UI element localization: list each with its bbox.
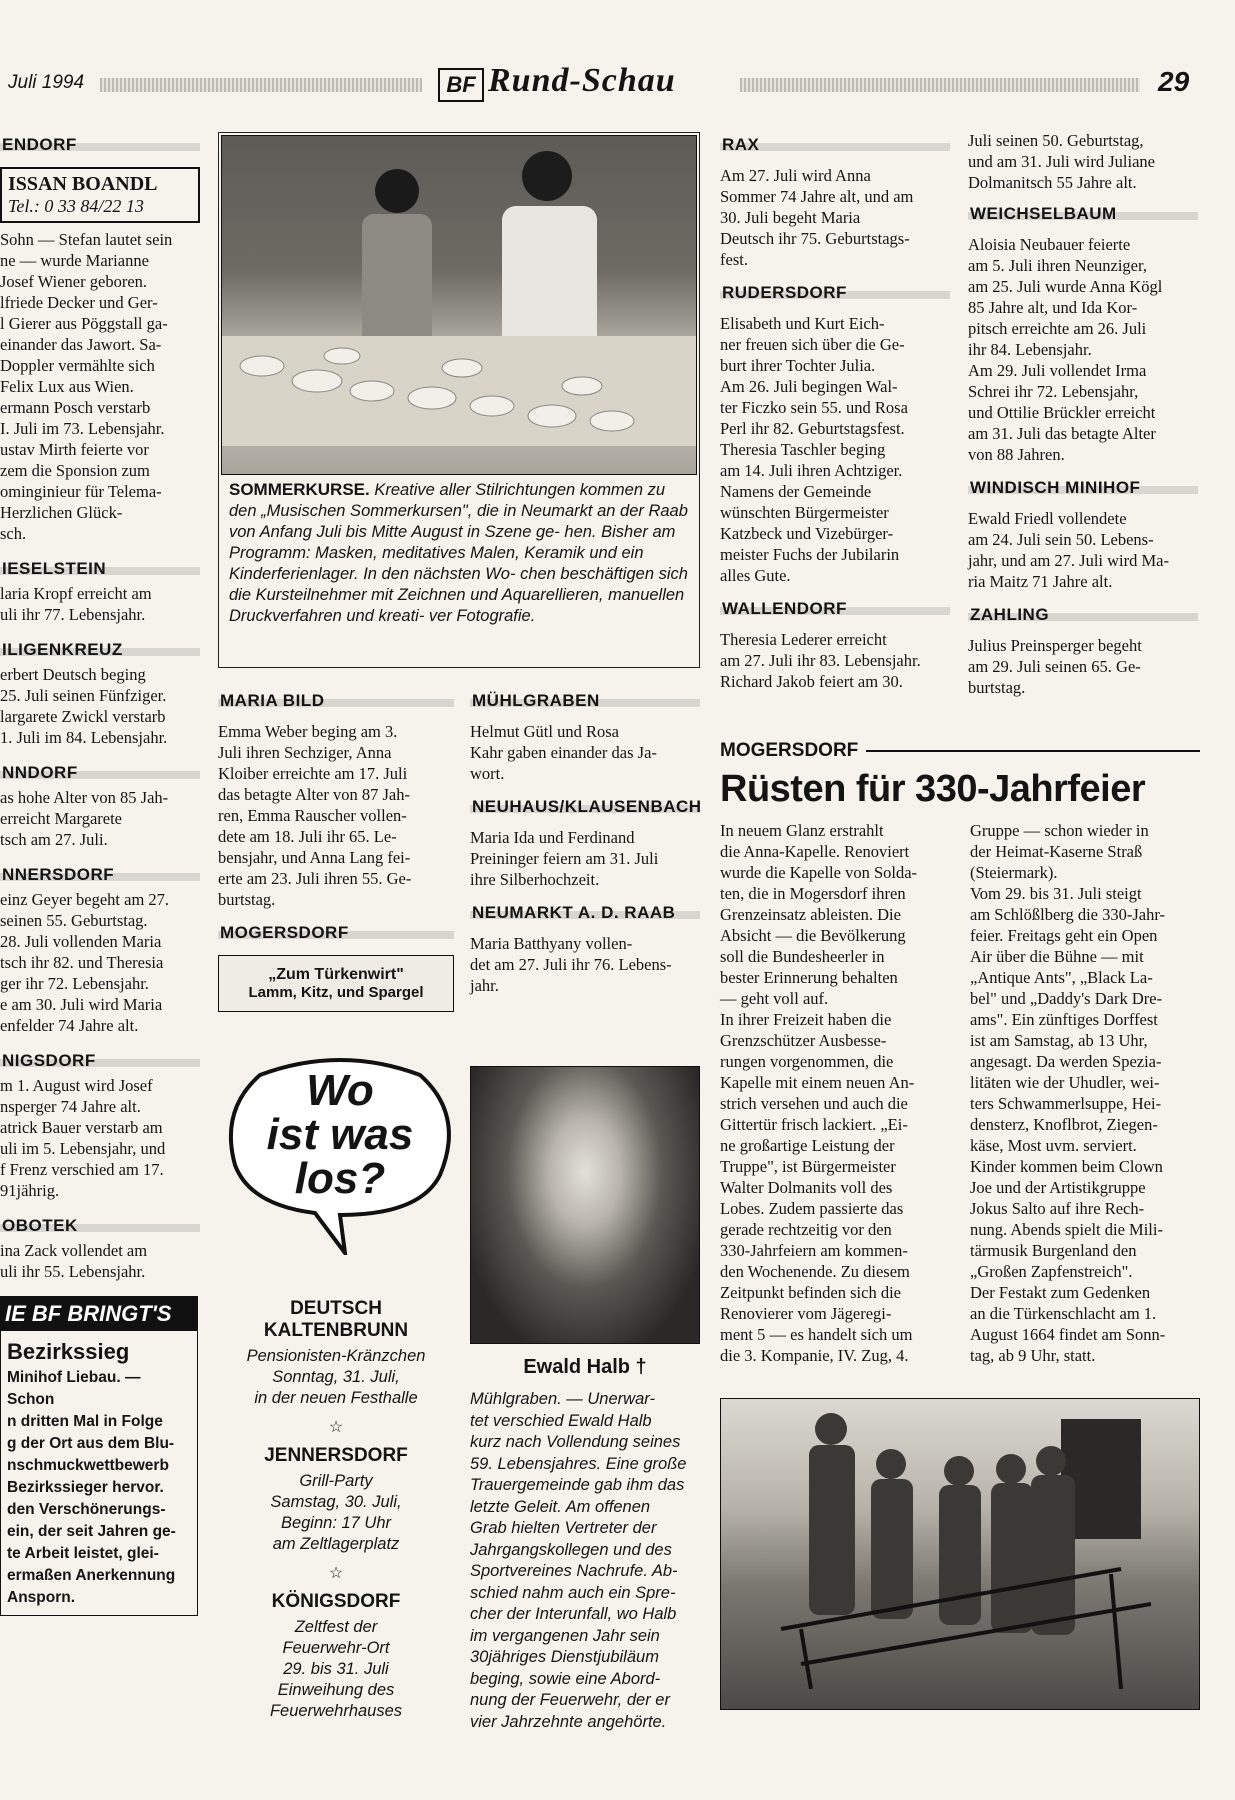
text-line: — geht voll auf. <box>720 989 829 1008</box>
section-head: WALLENDORF <box>720 596 950 623</box>
text-line: den Verschönerungs- <box>7 1501 166 1518</box>
event-place: DEUTSCH KALTENBRUNN <box>263 1298 409 1341</box>
text-line: ams". Ein zünftiges Dorffest <box>970 1010 1158 1029</box>
text-line: erte am 23. Juli ihren 55. Ge- <box>218 869 412 888</box>
column-3 <box>470 688 700 996</box>
text-line: te Arbeit leistet, glei- <box>7 1545 159 1562</box>
text-line: Gruppe — schon wieder in <box>970 821 1149 840</box>
text-line: Grenzschützer Ausbesse- <box>720 1031 887 1050</box>
text-line: burtstag. <box>968 678 1026 697</box>
text-line: g der Ort aus dem Blu- <box>7 1435 175 1452</box>
text-line: käse, Most uvm. serviert. <box>970 1136 1137 1155</box>
text-line: Richard Jakob feiert am 30. <box>720 672 903 691</box>
text-line: ne großartige Leistung der <box>720 1136 895 1155</box>
soldiers-illustration <box>721 1399 1199 1709</box>
text-line: Minihof Liebau. — Schon <box>7 1369 141 1408</box>
text-line: und am 31. Juli wird Juliane <box>968 152 1155 171</box>
text-line: ria Maitz 71 Jahre alt. <box>968 572 1113 591</box>
text-line: vier Jahrzehnte angehörte. <box>470 1712 667 1731</box>
text-line: Theresia Taschler beging <box>720 440 886 459</box>
text-line: Zeitpunkt befinden sich die <box>720 1283 901 1302</box>
column-1 <box>0 132 200 1616</box>
text-line: am 24. Juli sein 50. Lebens- <box>968 530 1154 549</box>
header-date: Juli 1994 <box>8 72 85 93</box>
text-line: einander das Jawort. Sa- <box>0 335 162 354</box>
text-line: Josef Wiener geboren. <box>0 272 148 291</box>
bf-bringts-box <box>0 1296 198 1616</box>
section-head: WINDISCH MINIHOF <box>968 475 1198 502</box>
text-line: Julius Preinsperger begeht <box>968 636 1142 655</box>
text-line: ina Zack vollendet am <box>0 1241 148 1260</box>
text-block <box>470 827 700 890</box>
feature-kicker: MOGERSDORF <box>720 740 859 761</box>
text-line: „Großen Zapfenstreich". <box>970 1262 1133 1281</box>
text-line: im vergangenen Jahr sein <box>470 1626 660 1645</box>
section-head: IESELSTEIN <box>0 556 200 583</box>
section-head: MARIA BILD <box>218 688 454 715</box>
feature-columns <box>720 820 1200 1366</box>
text-line: In ihrer Freizeit haben die <box>720 1010 892 1029</box>
text-line: laria Kropf erreicht am <box>0 584 152 603</box>
text-line: Maria Ida und Ferdinand <box>470 828 635 847</box>
event-line: am Zeltlagerplatz <box>272 1535 400 1553</box>
section-head: NEUHAUS/KLAUSENBACH <box>470 794 700 821</box>
text-line: Herzlichen Glück- <box>0 503 123 522</box>
event-line: Pensionisten-Kränzchen <box>246 1347 426 1365</box>
event-line: in der neuen Festhalle <box>254 1389 418 1407</box>
text-block <box>968 130 1198 193</box>
text-line: wort. <box>470 764 505 783</box>
text-line: cher der Interunfall, wo Halb <box>470 1605 677 1623</box>
event-line: Grill-Party <box>299 1472 373 1490</box>
text-block <box>720 629 950 692</box>
text-line: einz Geyer begeht am 27. <box>0 890 170 909</box>
text-line: kurz nach Vollendung seines <box>470 1433 681 1451</box>
header-logo: BF <box>438 68 484 102</box>
text-line: erreicht Margarete <box>0 809 122 828</box>
speech-bubble <box>220 1055 460 1255</box>
text-block <box>0 229 200 544</box>
text-line: Ansporn. <box>7 1589 76 1606</box>
text-line: wünschten Bürgermeister <box>720 503 889 522</box>
text-line: as hohe Alter von 85 Jah- <box>0 788 169 807</box>
header-title: Rund-Schau <box>488 62 676 99</box>
text-line: n dritten Mal in Folge <box>7 1413 163 1430</box>
text-line: den Wochenende. Zu diesem <box>720 1262 910 1281</box>
bubble-line-1: Wo <box>306 1066 374 1115</box>
section-head: NEUMARKT A. D. RAAB <box>470 900 700 927</box>
feature-col-right <box>970 820 1200 1366</box>
caption-line: Keramik und ein Kinderferienlager. In den nächsten Wo- <box>229 544 644 583</box>
text-line: an die Türkenschlacht am 1. <box>970 1304 1157 1323</box>
text-line: jahr, und am 27. Juli wird Ma- <box>968 551 1169 570</box>
text-line: densterz, Knoflbrot, Ziegen- <box>970 1115 1158 1134</box>
text-line: am 29. Juli seinen 65. Ge- <box>968 657 1141 676</box>
text-line: tsch ihr 82. und Theresia <box>0 953 164 972</box>
text-line: ermaßen Anerkennung <box>7 1567 176 1584</box>
section-head: NIGSDORF <box>0 1048 200 1075</box>
text-line: Bezirkssieger hervor. <box>7 1479 164 1496</box>
text-line: Kloiber erreichte am 17. Juli <box>218 764 408 783</box>
caption-text <box>229 481 688 625</box>
text-line: Air über die Bühne — mit <box>970 947 1144 966</box>
text-line: 30. Juli begeht Maria <box>720 208 861 227</box>
text-block <box>1 1367 197 1615</box>
section-head: ZAHLING <box>968 602 1198 629</box>
box-title: Bezirkssieg <box>7 1339 130 1364</box>
column-maria-bild <box>218 688 454 1020</box>
text-line: Elisabeth und Kurt Eich- <box>720 314 885 333</box>
text-line: tet verschied Ewald Halb <box>470 1411 652 1430</box>
section-head: ENDORF <box>0 132 200 159</box>
text-line: und Ottilie Brückler erreicht <box>968 403 1156 422</box>
text-line: 330-Jahrfeiern am kommen- <box>720 1241 908 1260</box>
text-line: Am 27. Juli wird Anna <box>720 166 871 185</box>
text-line: am Schlößlberg die 330-Jahr- <box>970 905 1166 924</box>
text-line: Deutsch ihr 75. Geburtstags- <box>720 229 910 248</box>
section-head: NNERSDORF <box>0 862 200 889</box>
text-line: soll die Bundesheerler in <box>720 947 885 966</box>
text-block <box>0 583 200 625</box>
text-line: Preininger feiern am 31. Juli <box>470 849 659 868</box>
text-line: Kapelle mit einem neuen An- <box>720 1073 915 1092</box>
text-line: 91jährig. <box>0 1181 60 1200</box>
text-line: strich versehen und auch die <box>720 1094 908 1113</box>
text-line: dete am 18. Juli ihr 65. Le- <box>218 827 397 846</box>
text-block <box>968 234 1198 465</box>
text-line: Grab hielten Vertreter der <box>470 1519 657 1537</box>
text-line: Maria Batthyany vollen- <box>470 934 633 953</box>
text-line: Sportvereines Nachrufe. Ab- <box>470 1562 678 1580</box>
text-line: Juli seinen 50. Geburtstag, <box>968 131 1144 150</box>
text-line: fest. <box>720 250 748 269</box>
obit-name: Ewald Halb † <box>523 1356 647 1378</box>
text-block <box>968 508 1198 592</box>
ad-box <box>0 167 200 223</box>
event-place: JENNERSDORF <box>264 1445 408 1466</box>
text-line: rungen vorgenommen, die <box>720 1052 894 1071</box>
text-line: uli ihr 55. Lebensjahr. <box>0 1262 146 1281</box>
text-line: von 88 Jahren. <box>968 445 1065 464</box>
text-line: uli ihr 77. Lebensjahr. <box>0 605 146 624</box>
text-line: nung. Abends spielt die Mili- <box>970 1220 1163 1239</box>
feature-kicker-row <box>720 740 1200 762</box>
text-block <box>968 635 1198 698</box>
text-line: letzte Geleit. Am offenen <box>470 1497 651 1516</box>
text-line: Aloisia Neubauer feierte <box>968 235 1131 254</box>
obituary <box>470 1356 700 1733</box>
text-line: 28. Juli vollenden Maria <box>0 932 162 951</box>
text-line: 30jähriges Dienstjubiläum <box>470 1648 659 1666</box>
text-line: Trauergemeinde gab ihm das <box>470 1476 685 1494</box>
text-block <box>0 1075 200 1201</box>
page-number: 29 <box>1158 66 1190 97</box>
text-line: 1. Juli im 84. Lebensjahr. <box>0 728 168 747</box>
event-line: Samstag, 30. Juli, <box>270 1493 402 1511</box>
text-line: tärmusik Burgenland den <box>970 1241 1137 1260</box>
text-line: Dolmanitsch 55 Jahre alt. <box>968 173 1137 192</box>
text-block <box>0 1240 200 1282</box>
text-line: 25. Juli seinen Fünfziger. <box>0 686 167 705</box>
text-line: Kahr gaben einander das Ja- <box>470 743 657 762</box>
text-line: schied nahm auch ein Spre- <box>470 1583 676 1602</box>
text-line: nschmuckwettbewerb <box>7 1457 169 1474</box>
text-line: zem die Sponsion zum <box>0 461 150 480</box>
text-block <box>470 721 700 784</box>
text-line: ren, Emma Rauscher vollen- <box>218 806 407 825</box>
text-line: m 1. August wird Josef <box>0 1076 153 1095</box>
text-line: ominginieur für Telema- <box>0 482 162 501</box>
event-place: KÖNIGSDORF <box>271 1591 401 1612</box>
text-block <box>218 721 454 910</box>
text-line: am 14. Juli ihren Achtziger. <box>720 461 903 480</box>
text-line: I. Juli im 73. Lebensjahr. <box>0 419 165 438</box>
text-line: Sommer 74 Jahre alt, und am <box>720 187 914 206</box>
text-line: Walter Dolmanits voll des <box>720 1178 893 1197</box>
text-line: l Gierer aus Pöggstall ga- <box>0 314 168 333</box>
text-line: burt ihrer Tochter Julia. <box>720 356 876 375</box>
text-line: Joe und der Artistikgruppe <box>970 1178 1146 1197</box>
text-line: meister Fuchs der Jubilarin <box>720 545 900 564</box>
photo-caption <box>229 479 693 627</box>
photo-frame <box>218 132 700 668</box>
text-line: ustav Mirth feierte vor <box>0 440 149 459</box>
text-line: Mühlgraben. — Unerwar- <box>470 1390 655 1408</box>
text-line: largarete Zwickl verstarb <box>0 707 166 726</box>
portrait-photo <box>470 1066 700 1344</box>
text-line: Am 26. Juli begingen Wal- <box>720 377 898 396</box>
text-line: beging, sowie eine Abord- <box>470 1669 661 1688</box>
event-line: 29. bis 31. Juli <box>283 1660 389 1678</box>
text-line: ger ihr 72. Lebensjahr. <box>0 974 149 993</box>
text-block <box>0 664 200 748</box>
text-line: lfriede Decker und Ger- <box>0 293 158 312</box>
text-line: ten, die in Mogersdorf ihren <box>720 884 906 903</box>
caption-line: und Aquarellieren, manuellen Druckverfahren und kreati- <box>229 586 685 625</box>
bubble-line-3: los? <box>294 1154 386 1203</box>
event-line: Sonntag, 31. Juli, <box>272 1368 400 1386</box>
text-line: det am 27. Juli ihr 76. Lebens- <box>470 955 672 974</box>
text-line: ne — wurde Marianne <box>0 251 149 270</box>
text-line: ters Schwammerlsuppe, Hei- <box>970 1094 1162 1113</box>
text-line: die Anna-Kapelle. Renoviert <box>720 842 910 861</box>
text-line: jahr. <box>470 976 499 995</box>
text-block <box>0 889 200 1036</box>
text-line: der Heimat-Kaserne Straß <box>970 842 1143 861</box>
text-line: bensjahr, und Anna Lang fei- <box>218 848 411 867</box>
text-line: tsch am 27. Juli. <box>0 830 108 849</box>
text-line: Namens der Gemeinde <box>720 482 872 501</box>
text-line: uli im 5. Lebensjahr, und <box>0 1139 166 1158</box>
text-line: Absicht — die Bevölkerung <box>720 926 906 945</box>
text-line: Juli ihren Sechziger, Anna <box>218 743 392 762</box>
text-line: e am 30. Juli wird Maria <box>0 995 163 1014</box>
text-line: am 31. Juli das betagte Alter <box>968 424 1156 443</box>
event-line: Feuerwehr-Ort <box>282 1639 390 1657</box>
caption-line: zu den „Musischen Sommerkursen", die in Neumarkt an <box>229 481 666 520</box>
text-line: ter Ficzko sein 55. und Rosa <box>720 398 908 417</box>
text-line: „Antique Ants", „Black La- <box>970 968 1153 987</box>
bubble-line-2: ist was <box>266 1110 414 1159</box>
ad-name: ISSAN BOANDL <box>8 173 158 195</box>
text-line: Doppler vermählte sich <box>0 356 155 375</box>
text-line: Gittertür frisch lackiert. „Ei- <box>720 1115 908 1134</box>
text-line: die 3. Kompanie, IV. Zug, 4. <box>720 1346 909 1365</box>
text-line: Emma Weber beging am 3. <box>218 722 398 741</box>
text-line: f Frenz verschied am 17. <box>0 1160 164 1179</box>
text-line: Helmut Gütl und Rosa <box>470 722 619 741</box>
text-line: Sohn — Stefan lautet sein <box>0 230 173 249</box>
text-line: ist am Samstag, ab 13 Uhr, <box>970 1031 1148 1050</box>
section-head: NNDORF <box>0 760 200 787</box>
text-line: ermann Posch verstarb <box>0 398 151 417</box>
text-line: Vom 29. bis 31. Juli steigt <box>970 884 1142 903</box>
text-line: ihr 84. Lebensjahr. <box>968 340 1092 359</box>
text-line: Theresia Lederer erreicht <box>720 630 887 649</box>
text-line: Katzbeck und Vizebürger- <box>720 524 894 543</box>
header-rule-right <box>740 78 1140 92</box>
caption-line: hen. Bisher am Programm: Masken, meditatives Malen, <box>229 523 676 562</box>
event-line: Beginn: 17 Uhr <box>280 1514 392 1532</box>
text-line: In neuem Glanz erstrahlt <box>720 821 884 840</box>
caption-lead: SOMMERKURSE. <box>229 480 370 499</box>
text-line: Felix Lux aus Wien. <box>0 377 134 396</box>
text-line: bel" und „Daddy's Dark Dre- <box>970 989 1163 1008</box>
section-head: RUDERSDORF <box>720 280 950 307</box>
pottery-photo <box>221 135 697 475</box>
pottery-illustration <box>222 136 696 474</box>
ad-line-2: Lamm, Kitz, und Spargel <box>248 984 424 1001</box>
text-block <box>0 787 200 850</box>
column-4 <box>720 132 950 692</box>
text-line: Am 29. Juli vollendet Irma <box>968 361 1147 380</box>
text-line: Schrei ihr 72. Lebensjahr, <box>968 382 1139 401</box>
text-line: Jokus Salto auf ihre Rech- <box>970 1199 1145 1218</box>
text-line: pitsch erreichte am 26. Juli <box>968 319 1147 338</box>
text-line: Kinder kommen beim Clown <box>970 1157 1163 1176</box>
text-line: alles Gute. <box>720 566 791 585</box>
ad-tel: Tel.: 0 33 84/22 13 <box>8 196 144 216</box>
text-line: angesagt. Da werden Spezia- <box>970 1052 1162 1071</box>
text-line: am 27. Juli ihr 83. Lebensjahr. <box>720 651 921 670</box>
text-line: am 25. Juli wurde Anna Kögl <box>968 277 1163 296</box>
text-line: seinen 55. Geburtstag. <box>0 911 148 930</box>
column-5 <box>968 130 1198 698</box>
text-line: Grenzeinsatz ableisten. Die <box>720 905 901 924</box>
section-head: MOGERSDORF <box>218 920 454 947</box>
event-line: Feuerwehrhauses <box>269 1702 403 1720</box>
text-line: Renovierer vom Jägeregi- <box>720 1304 892 1323</box>
text-line: bester Erinnerung behalten <box>720 968 898 987</box>
ad-line-1: „Zum Türkenwirt" <box>268 966 404 983</box>
section-head: WEICHSELBAUM <box>968 201 1198 228</box>
text-line: Ewald Friedl vollendete <box>968 509 1127 528</box>
caption-line: Kreative aller Stilrichtungen kommen <box>374 481 644 499</box>
text-line: ment 5 — es handelt sich um <box>720 1325 913 1344</box>
text-line: Jahrgangskollegen und des <box>470 1540 672 1559</box>
caption-line: chen beschäftigen sich die Kursteilnehmer mit Zeichnen <box>229 565 688 604</box>
kicker-rule <box>866 750 1200 752</box>
text-line: Perl ihr 82. Geburtstagsfest. <box>720 419 905 438</box>
caption-line: ver Fotografie. <box>424 607 536 625</box>
text-line: Lobes. Zudem passierte das <box>720 1199 904 1218</box>
text-line: burtstag. <box>218 890 276 909</box>
star-divider: ☆ <box>328 1565 344 1582</box>
box-head: IE BF BRINGT'S <box>1 1297 197 1331</box>
ad-tuerkenwirt <box>218 955 454 1012</box>
text-line: August 1664 findet am Sonn- <box>970 1325 1166 1344</box>
bubble-text <box>240 1066 440 1203</box>
text-line: nsperger 74 Jahre alt. <box>0 1097 141 1116</box>
events-list <box>218 1298 454 1722</box>
text-line: gerade rechtzeitig vor den <box>720 1220 892 1239</box>
text-block <box>470 933 700 996</box>
section-head: ILIGENKREUZ <box>0 637 200 664</box>
text-line: sch. <box>0 524 27 543</box>
text-line: nung der Feuerwehr, der er <box>470 1691 670 1709</box>
text-line: ein, der seit Jahren ge- <box>7 1523 176 1540</box>
text-block <box>720 165 950 270</box>
text-line: 59. Lebensjahres. Eine große <box>470 1454 687 1473</box>
event-line: Zeltfest der <box>294 1618 378 1636</box>
header-rule-left <box>100 78 422 92</box>
feature-title: Rüsten für 330-Jahrfeier <box>720 768 1146 810</box>
obit-text <box>470 1389 700 1733</box>
text-line: erbert Deutsch beging <box>0 665 146 684</box>
text-line: (Steiermark). <box>970 863 1058 882</box>
text-line: tag, ab 9 Uhr, statt. <box>970 1346 1096 1365</box>
event-line: Einweihung des <box>277 1681 395 1699</box>
section-head: OBOTEK <box>0 1213 200 1240</box>
text-line: 85 Jahre alt, und Ida Kor- <box>968 298 1138 317</box>
text-line: litäten wie der Uhudler, wei- <box>970 1073 1160 1092</box>
text-line: enfelder 74 Jahre alt. <box>0 1016 139 1035</box>
section-head: RAX <box>720 132 950 159</box>
caption-line: der Raab von Anfang Juli bis Mitte August in Szene ge- <box>229 502 688 541</box>
text-line: am 5. Juli ihren Neunziger, <box>968 256 1147 275</box>
text-line: wurde die Kapelle von Solda- <box>720 863 918 882</box>
text-line: ner freuen sich über die Ge- <box>720 335 905 354</box>
text-line: das betagte Alter von 87 Jah- <box>218 785 410 804</box>
text-line: feier. Freitags geht ein Open <box>970 926 1158 945</box>
text-line: Truppe", ist Bürgermeister <box>720 1157 896 1176</box>
feature-article <box>720 740 1200 1366</box>
feature-col-left <box>720 820 950 1366</box>
text-line: ihre Silberhochzeit. <box>470 870 600 889</box>
section-head: MÜHLGRABEN <box>470 688 700 715</box>
star-divider: ☆ <box>328 1419 344 1436</box>
soldiers-photo <box>720 1398 1200 1710</box>
text-line: atrick Bauer verstarb am <box>0 1118 163 1137</box>
text-block <box>720 313 950 586</box>
text-line: Der Festakt zum Gedenken <box>970 1283 1151 1302</box>
